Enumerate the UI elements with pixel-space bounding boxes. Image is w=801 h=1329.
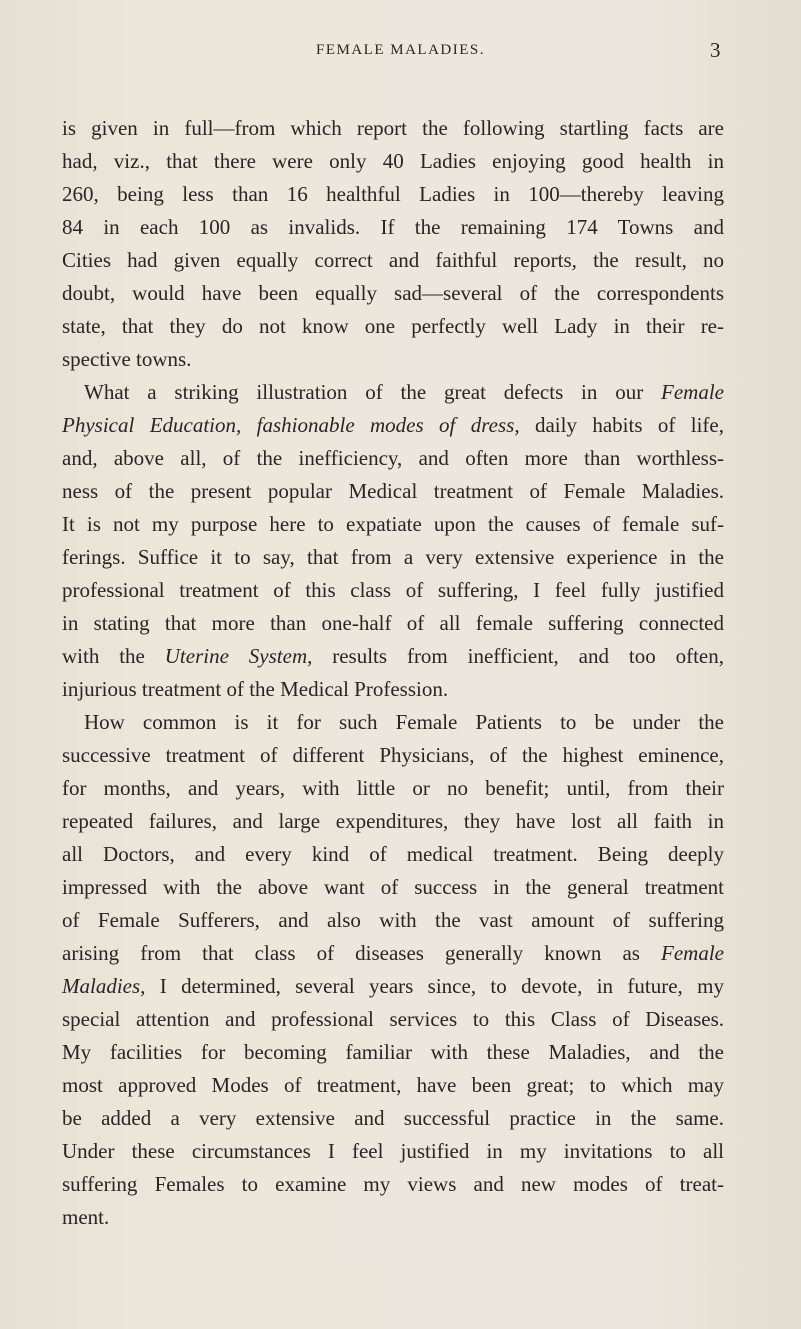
text-segment: successive treatment of different Physicians, of the highest eminence, <box>62 743 724 767</box>
text-segment: repeated failures, and large expenditures, they have lost all faith in <box>62 809 724 833</box>
page-header <box>0 38 801 64</box>
text-line <box>62 641 724 674</box>
text-segment: spective towns. <box>62 347 192 371</box>
text-line <box>62 773 724 806</box>
text-line <box>62 938 724 971</box>
text-line <box>62 575 724 608</box>
text-line <box>62 740 724 773</box>
page-number: 3 <box>710 38 721 62</box>
text-segment: impressed with the above want of success in the general treatment <box>62 875 724 899</box>
text-segment: Cities had given equally correct and faithful reports, the result, no <box>62 248 724 272</box>
body-text <box>62 113 724 1235</box>
text-segment: for months, and years, with little or no benefit; until, from their <box>62 776 724 800</box>
running-title: FEMALE MALADIES. <box>316 42 485 58</box>
text-line <box>62 212 724 245</box>
text-segment: suffering Females to examine my views and new modes of treat- <box>62 1172 724 1196</box>
text-segment: is given in full—from which report the following startling facts are <box>62 116 724 140</box>
text-segment: and, above all, of the inefficiency, and often more than worthless- <box>62 446 724 470</box>
text-segment: What a striking illustration of the great defects in our <box>84 380 662 404</box>
text-line <box>62 1070 724 1103</box>
text-line <box>62 1037 724 1070</box>
text-segment: ment. <box>62 1205 110 1229</box>
text-segment: injurious treatment of the Medical Profession. <box>62 677 449 701</box>
text-line <box>62 872 724 905</box>
text-segment: most approved Modes of treatment, have been great; to which may <box>62 1073 724 1097</box>
text-segment: arising from that class of diseases generally known as <box>62 941 662 965</box>
text-line <box>62 377 724 410</box>
text-line <box>62 146 724 179</box>
text-segment: doubt, would have been equally sad—several of the correspondents <box>62 281 724 305</box>
text-segment: How common is it for such Female Patients to be under the <box>84 710 724 734</box>
text-segment: ferings. Suffice it to say, that from a very extensive experience in the <box>62 545 724 569</box>
text-line <box>62 1004 724 1037</box>
text-segment: with the <box>62 644 165 668</box>
text-line <box>62 443 724 476</box>
text-line <box>62 1103 724 1136</box>
text-segment: professional treatment of this class of suffering, I feel fully justified <box>62 578 724 602</box>
text-line <box>62 707 724 740</box>
italic-text: Uterine System, <box>164 644 313 668</box>
text-line <box>62 410 724 443</box>
text-segment: My facilities for becoming familiar with these Maladies, and the <box>62 1040 724 1064</box>
text-line <box>62 839 724 872</box>
text-segment: be added a very extensive and successful practice in the same. <box>62 1106 724 1130</box>
text-line <box>62 905 724 938</box>
text-segment: I determined, several years since, to devote, in future, my <box>145 974 724 998</box>
text-line <box>62 674 724 707</box>
text-segment: state, that they do not know one perfectly well Lady in their re- <box>62 314 724 338</box>
text-line <box>62 542 724 575</box>
text-line <box>62 245 724 278</box>
text-line <box>62 278 724 311</box>
text-line <box>62 311 724 344</box>
text-line <box>62 1202 724 1235</box>
text-line <box>62 344 724 377</box>
text-line <box>62 806 724 839</box>
italic-text: Maladies, <box>62 974 146 998</box>
text-segment: special attention and professional services to this Class of Diseases. <box>62 1007 724 1031</box>
text-segment: 84 in each 100 as invalids. If the remaining 174 Towns and <box>62 215 724 239</box>
text-line <box>62 1169 724 1202</box>
text-segment: ness of the present popular Medical treatment of Female Maladies. <box>62 479 724 503</box>
italic-text: Female <box>661 941 724 965</box>
text-line <box>62 179 724 212</box>
text-segment: of Female Sufferers, and also with the vast amount of suffering <box>62 908 724 932</box>
text-segment: all Doctors, and every kind of medical treatment. Being deeply <box>62 842 724 866</box>
text-segment: Under these circumstances I feel justified in my invitations to all <box>62 1139 724 1163</box>
text-segment: 260, being less than 16 healthful Ladies in 100—thereby leaving <box>62 182 724 206</box>
text-line <box>62 971 724 1004</box>
text-line <box>62 1136 724 1169</box>
text-line <box>62 608 724 641</box>
text-line <box>62 113 724 146</box>
italic-text: Physical Education, fashionable modes of dress, <box>62 413 520 437</box>
text-segment: in stating that more than one-half of all female suffering connected <box>62 611 724 635</box>
text-line <box>62 476 724 509</box>
text-segment: It is not my purpose here to expatiate upon the causes of female suf- <box>62 512 724 536</box>
text-segment: daily habits of life, <box>519 413 724 437</box>
text-segment: had, viz., that there were only 40 Ladies enjoying good health in <box>62 149 724 173</box>
italic-text: Female <box>661 380 724 404</box>
text-segment: results from inefficient, and too often, <box>312 644 724 668</box>
text-line <box>62 509 724 542</box>
